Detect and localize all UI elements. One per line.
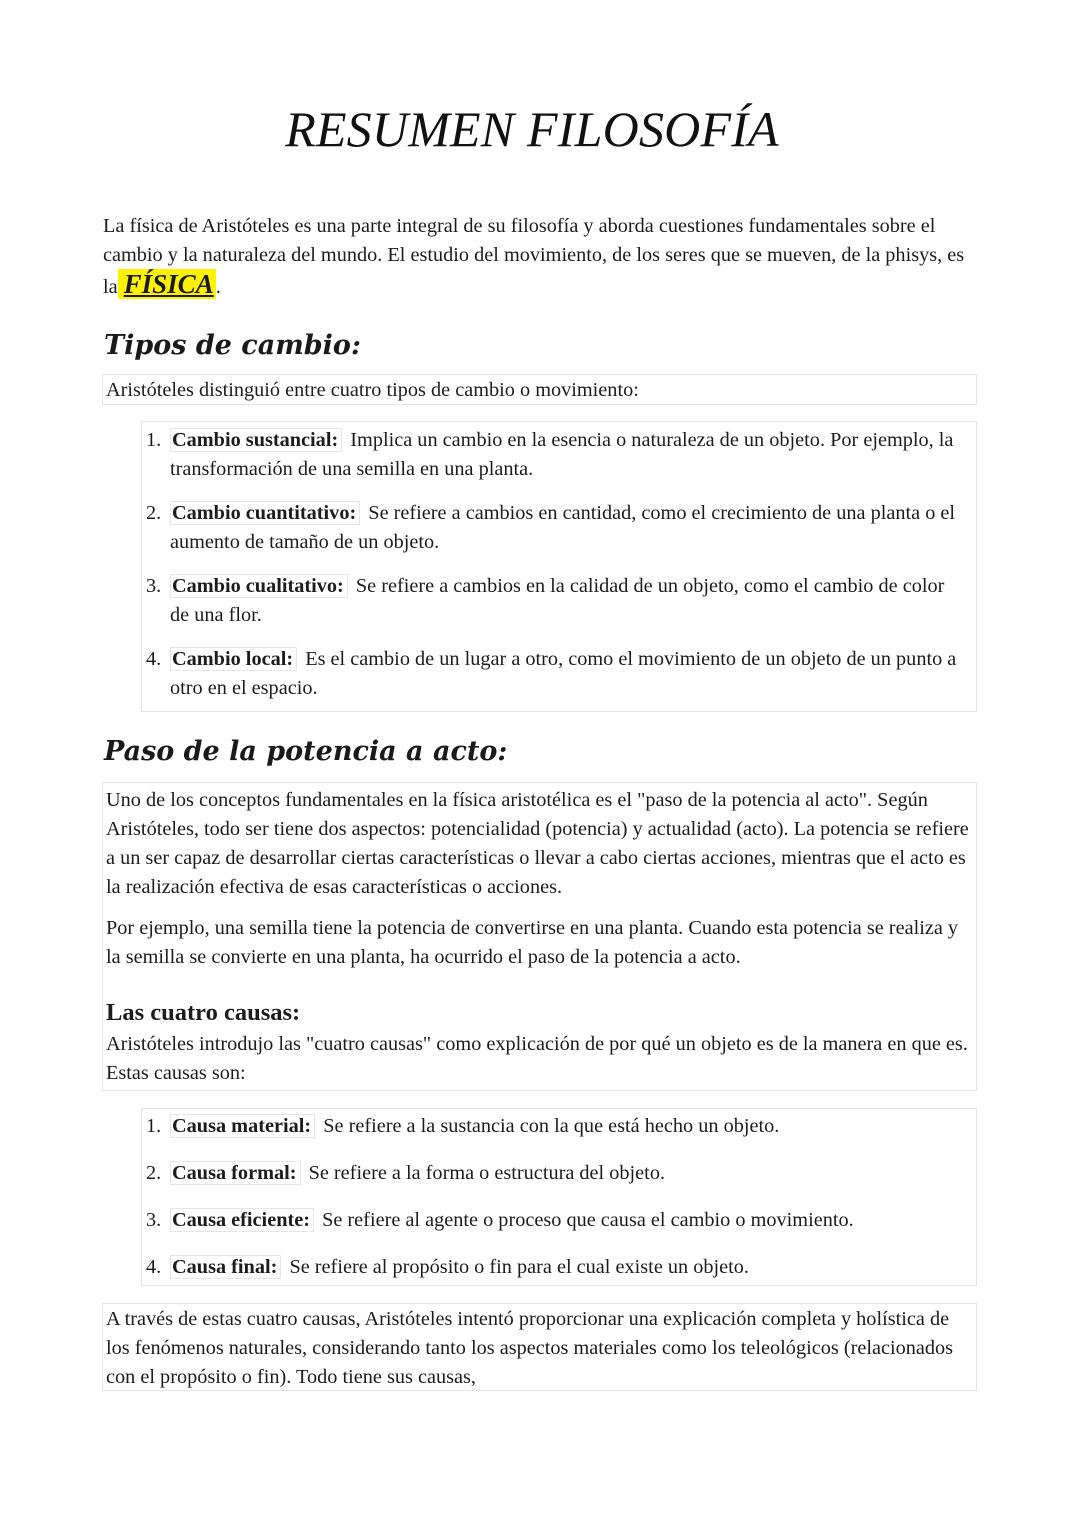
list-number: 1.	[146, 429, 162, 451]
potencia-heading: Paso de la potencia a acto:	[104, 736, 508, 767]
list-item	[142, 426, 968, 484]
tipos-list	[142, 426, 968, 703]
list-number: 3.	[146, 1209, 162, 1231]
term-label: Causa formal:	[170, 1161, 301, 1185]
potencia-box	[102, 782, 977, 1091]
closing-box	[102, 1303, 977, 1391]
tipos-heading: Tipos de cambio:	[104, 330, 361, 361]
tipos-lead: Aristóteles distinguió entre cuatro tipos de cambio o movimiento:	[106, 379, 639, 401]
list-item	[142, 1206, 968, 1235]
list-item	[142, 572, 968, 630]
term-label: Cambio cuantitativo:	[170, 501, 360, 525]
term-description: Se refiere a cambios en la calidad de un objeto, como el cambio de color de una flor.	[170, 575, 945, 626]
term-label: Causa eficiente:	[170, 1208, 314, 1232]
list-item	[142, 1253, 968, 1282]
list-number: 2.	[146, 1162, 162, 1184]
list-number: 4.	[146, 1256, 162, 1278]
term-label: Cambio cualitativo:	[170, 574, 348, 598]
term-description: Se refiere a la sustancia con la que está hecho un objeto.	[323, 1115, 780, 1137]
list-item	[142, 1112, 968, 1141]
list-item	[142, 499, 968, 557]
causas-lead: Aristóteles introdujo las "cuatro causas" como explicación de por qué un objeto es de la manera en que es. Estas causas son:	[106, 1033, 968, 1084]
term-description: Se refiere al agente o proceso que causa el cambio o movimiento.	[322, 1209, 854, 1231]
list-number: 4.	[146, 648, 162, 670]
closing-paragraph: A través de estas cuatro causas, Aristóteles intentó proporcionar una explicación completa y holística de los fenómenos naturales, considerando tanto los aspectos materiales como los teleológicos (relacionados con el propósito o fin). Todo tiene sus causas,	[106, 1308, 954, 1388]
intro-end: .	[215, 276, 221, 298]
term-label: Cambio sustancial:	[170, 428, 342, 452]
tipos-list-box	[141, 421, 977, 712]
causas-list	[142, 1112, 968, 1282]
term-label: Causa final:	[170, 1255, 281, 1279]
list-item	[142, 645, 968, 703]
term-description: Implica un cambio en la esencia o naturaleza de un objeto. Por ejemplo, la transformación de una semilla en una planta.	[170, 429, 954, 480]
list-number: 3.	[146, 575, 162, 597]
term-description: Se refiere a cambios en cantidad, como el crecimiento de una planta o el aumento de tamaño de un objeto.	[170, 502, 956, 553]
page-title: RESUMEN FILOSOFÍA	[285, 101, 779, 157]
term-description: Es el cambio de un lugar a otro, como el movimiento de un objeto de un punto a otro en el espacio.	[170, 648, 957, 699]
term-label: Cambio local:	[170, 647, 297, 671]
list-number: 1.	[146, 1115, 162, 1137]
causas-heading: Las cuatro causas:	[106, 999, 301, 1026]
tipos-lead-box	[102, 374, 977, 405]
potencia-paragraph-2: Por ejemplo, una semilla tiene la potencia de convertirse en una planta. Cuando esta potencia se realiza y la semilla se convierte en una planta, ha ocurrido el paso de la potencia a acto.	[106, 917, 959, 968]
term-label: Causa material:	[170, 1114, 315, 1138]
term-description: Se refiere al propósito o fin para el cual existe un objeto.	[289, 1256, 749, 1278]
list-number: 2.	[146, 502, 162, 524]
causas-list-box	[141, 1108, 977, 1286]
intro-text: La física de Aristóteles es una parte integral de su filosofía y aborda cuestiones fundamentales sobre el cambio y la naturaleza del mundo. El estudio del movimiento, de los seres que se mueven, de la phisys, es la	[103, 215, 965, 298]
list-item	[142, 1159, 968, 1188]
fisica-highlight: FÍSICA	[118, 269, 216, 299]
term-description: Se refiere a la forma o estructura del objeto.	[308, 1162, 666, 1184]
potencia-paragraph-1: Uno de los conceptos fundamentales en la física aristotélica es el "paso de la potencia al acto". Según Aristóteles, todo ser tiene dos aspectos: potencialidad (potencia) y actualidad (acto). La potencia se refiere a un ser capaz de desarrollar ciertas características o llevar a cabo ciertas acciones, mientras que el acto es la realización efectiva de esas características o acciones.	[106, 789, 969, 898]
intro-paragraph	[103, 212, 983, 302]
